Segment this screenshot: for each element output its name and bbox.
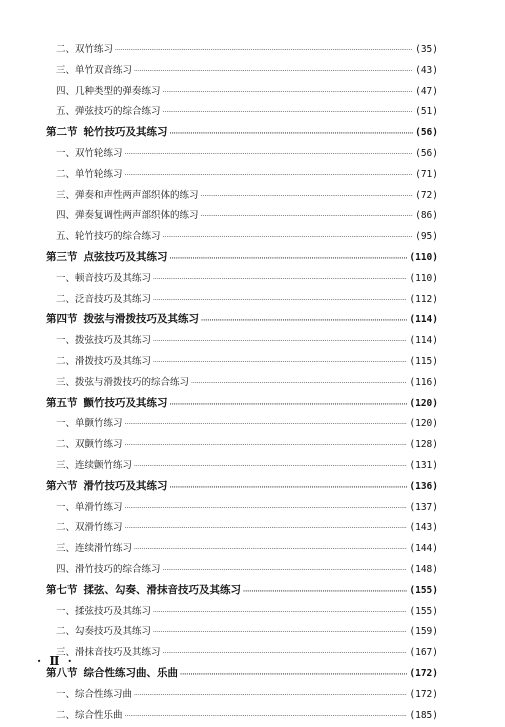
toc-section-row — [46, 249, 438, 270]
leader-dots — [243, 588, 407, 595]
toc-entry-title — [46, 395, 168, 410]
leader-dots — [134, 546, 407, 553]
toc-section-number: 第七节 — [46, 584, 78, 596]
toc-section-title: 拨弦与滑拨技巧及其练习 — [84, 313, 200, 325]
toc-page-number: (144) — [409, 543, 438, 554]
toc-section-number: 第八节 — [46, 667, 78, 679]
toc-section-row — [46, 124, 438, 145]
toc-entry-title: 四、滑竹技巧的综合练习 — [46, 561, 161, 575]
leader-dots — [191, 380, 407, 387]
toc-section-number: 第二节 — [46, 126, 78, 138]
toc-section-row — [46, 478, 438, 499]
toc-item-row — [46, 332, 438, 353]
leader-dots — [163, 89, 414, 96]
leader-dots — [163, 109, 414, 116]
toc-entry-title: 二、滑拨技巧及其练习 — [46, 353, 151, 367]
leader-dots — [170, 401, 408, 408]
toc-item-row — [46, 707, 438, 727]
leader-dots — [153, 276, 407, 283]
leader-dots — [125, 525, 408, 532]
toc-item-row — [46, 145, 438, 166]
toc-item-row — [46, 62, 438, 83]
toc-page-number: (167) — [409, 647, 438, 658]
toc-entry-title: 一、揉弦技巧及其练习 — [46, 603, 151, 617]
toc-entry-title: 一、单颤竹练习 — [46, 415, 123, 429]
toc-page-number: (116) — [409, 377, 438, 388]
toc-page-number: (43) — [415, 65, 438, 76]
toc-entry-title: 四、弹奏复调性两声部织体的练习 — [46, 207, 199, 221]
leader-dots — [163, 234, 414, 241]
toc-page-number: (114) — [409, 314, 438, 325]
toc-section-number: 第三节 — [46, 251, 78, 263]
leader-dots — [170, 484, 408, 491]
toc-entry-title: 三、弹奏和声性两声部织体的练习 — [46, 187, 199, 201]
toc-page-number: (136) — [409, 481, 438, 492]
toc-page-number: (51) — [415, 106, 438, 117]
page-number: · Ⅱ · — [37, 654, 74, 668]
toc-item-row — [46, 166, 438, 187]
toc-item-row — [46, 41, 438, 62]
toc-item-row — [46, 499, 438, 520]
toc-page-number: (114) — [409, 335, 438, 346]
leader-dots — [170, 255, 408, 262]
toc-page-number: (35) — [415, 44, 438, 55]
toc-entry-title — [46, 249, 168, 264]
toc-entry-title — [46, 124, 168, 139]
toc-section-row — [46, 311, 438, 332]
toc-entry-title — [46, 311, 199, 326]
toc-item-row — [46, 415, 438, 436]
toc-entry-title: 二、勾奏技巧及其练习 — [46, 623, 151, 637]
table-of-contents — [46, 41, 438, 727]
toc-section-number: 第五节 — [46, 397, 78, 409]
toc-page-number: (148) — [409, 564, 438, 575]
toc-entry-title: 四、几种类型的弹奏练习 — [46, 83, 161, 97]
toc-section-title: 轮竹技巧及其练习 — [84, 126, 168, 138]
toc-item-row — [46, 623, 438, 644]
toc-entry-title: 二、双颤竹练习 — [46, 436, 123, 450]
toc-section-title: 综合性练习曲、乐曲 — [84, 667, 179, 679]
toc-page-number: (185) — [409, 710, 438, 721]
toc-item-row — [46, 187, 438, 208]
toc-page-number: (56) — [415, 127, 438, 138]
toc-page-number: (137) — [409, 502, 438, 513]
toc-page-number: (159) — [409, 626, 438, 637]
toc-page-number: (143) — [409, 522, 438, 533]
leader-dots — [125, 172, 414, 179]
leader-dots — [153, 629, 407, 636]
leader-dots — [153, 338, 407, 345]
toc-page-number: (71) — [415, 169, 438, 180]
leader-dots — [153, 609, 407, 616]
toc-entry-title: 二、泛音技巧及其练习 — [46, 291, 151, 305]
toc-entry-title: 一、双竹轮练习 — [46, 145, 123, 159]
leader-dots — [201, 213, 414, 220]
toc-entry-title: 三、连续滑竹练习 — [46, 540, 132, 554]
leader-dots — [201, 193, 414, 200]
toc-entry-title — [46, 478, 168, 493]
toc-item-row — [46, 457, 438, 478]
toc-section-title: 滑竹技巧及其练习 — [84, 480, 168, 492]
toc-item-row — [46, 103, 438, 124]
toc-item-row — [46, 519, 438, 540]
leader-dots — [153, 359, 407, 366]
toc-section-number: 第四节 — [46, 313, 78, 325]
leader-dots — [170, 130, 414, 137]
toc-entry-title: 二、双竹练习 — [46, 41, 113, 55]
leader-dots — [163, 567, 408, 574]
toc-entry-title: 三、连续颤竹练习 — [46, 457, 132, 471]
leader-dots — [153, 297, 407, 304]
toc-page-number: (172) — [409, 668, 438, 679]
leader-dots — [125, 713, 408, 720]
toc-page-number: (56) — [415, 148, 438, 159]
toc-page-number: (86) — [415, 210, 438, 221]
leader-dots — [134, 463, 407, 470]
toc-item-row — [46, 436, 438, 457]
toc-item-row — [46, 83, 438, 104]
toc-entry-title: 二、综合性乐曲 — [46, 707, 123, 721]
toc-section-row — [46, 582, 438, 603]
leader-dots — [134, 68, 413, 75]
toc-entry-title: 一、综合性练习曲 — [46, 686, 132, 700]
toc-item-row — [46, 374, 438, 395]
toc-page-number: (112) — [409, 294, 438, 305]
toc-page-number: (120) — [409, 398, 438, 409]
toc-page-number: (155) — [409, 606, 438, 617]
toc-page-number: (131) — [409, 460, 438, 471]
toc-item-row — [46, 686, 438, 707]
toc-page-number: (128) — [409, 439, 438, 450]
leader-dots — [125, 421, 408, 428]
leader-dots — [180, 671, 407, 678]
leader-dots — [125, 505, 408, 512]
toc-page-number: (110) — [409, 252, 438, 263]
toc-item-row — [46, 291, 438, 312]
toc-entry-title: 一、单滑竹练习 — [46, 499, 123, 513]
toc-section-title: 点弦技巧及其练习 — [84, 251, 168, 263]
toc-entry-title: 二、双滑竹练习 — [46, 519, 123, 533]
toc-item-row — [46, 270, 438, 291]
toc-item-row — [46, 540, 438, 561]
leader-dots — [125, 151, 414, 158]
toc-section-row — [46, 395, 438, 416]
toc-page-number: (172) — [409, 689, 438, 700]
leader-dots — [134, 692, 407, 699]
toc-section-title: 颤竹技巧及其练习 — [84, 397, 168, 409]
toc-entry-title: 五、弹弦技巧的综合练习 — [46, 103, 161, 117]
toc-page-number: (115) — [409, 356, 438, 367]
toc-page-number: (72) — [415, 190, 438, 201]
toc-section-row — [46, 665, 438, 686]
toc-page-number: (47) — [415, 86, 438, 97]
toc-item-row — [46, 561, 438, 582]
toc-entry-title: 三、拨弦与滑拨技巧的综合练习 — [46, 374, 189, 388]
toc-entry-title: 一、顿音技巧及其练习 — [46, 270, 151, 284]
toc-entry-title: 二、单竹轮练习 — [46, 166, 123, 180]
toc-page-number: (120) — [409, 418, 438, 429]
toc-page-number: (110) — [409, 273, 438, 284]
toc-entry-title: 一、拨弦技巧及其练习 — [46, 332, 151, 346]
toc-item-row — [46, 353, 438, 374]
toc-entry-title — [46, 582, 241, 597]
leader-dots — [125, 442, 408, 449]
leader-dots — [163, 650, 408, 657]
toc-page-number: (155) — [409, 585, 438, 596]
toc-entry-title: 三、滑抹音技巧及其练习 — [46, 644, 161, 658]
toc-entry-title: 三、单竹双音练习 — [46, 62, 132, 76]
toc-item-row — [46, 207, 438, 228]
toc-section-title: 揉弦、勾奏、滑抹音技巧及其练习 — [84, 584, 242, 596]
toc-item-row — [46, 603, 438, 624]
leader-dots — [115, 47, 413, 54]
toc-item-row — [46, 644, 438, 665]
toc-entry-title: 五、轮竹技巧的综合练习 — [46, 228, 161, 242]
toc-item-row — [46, 228, 438, 249]
toc-section-number: 第六节 — [46, 480, 78, 492]
leader-dots — [201, 317, 407, 324]
toc-page-number: (95) — [415, 231, 438, 242]
